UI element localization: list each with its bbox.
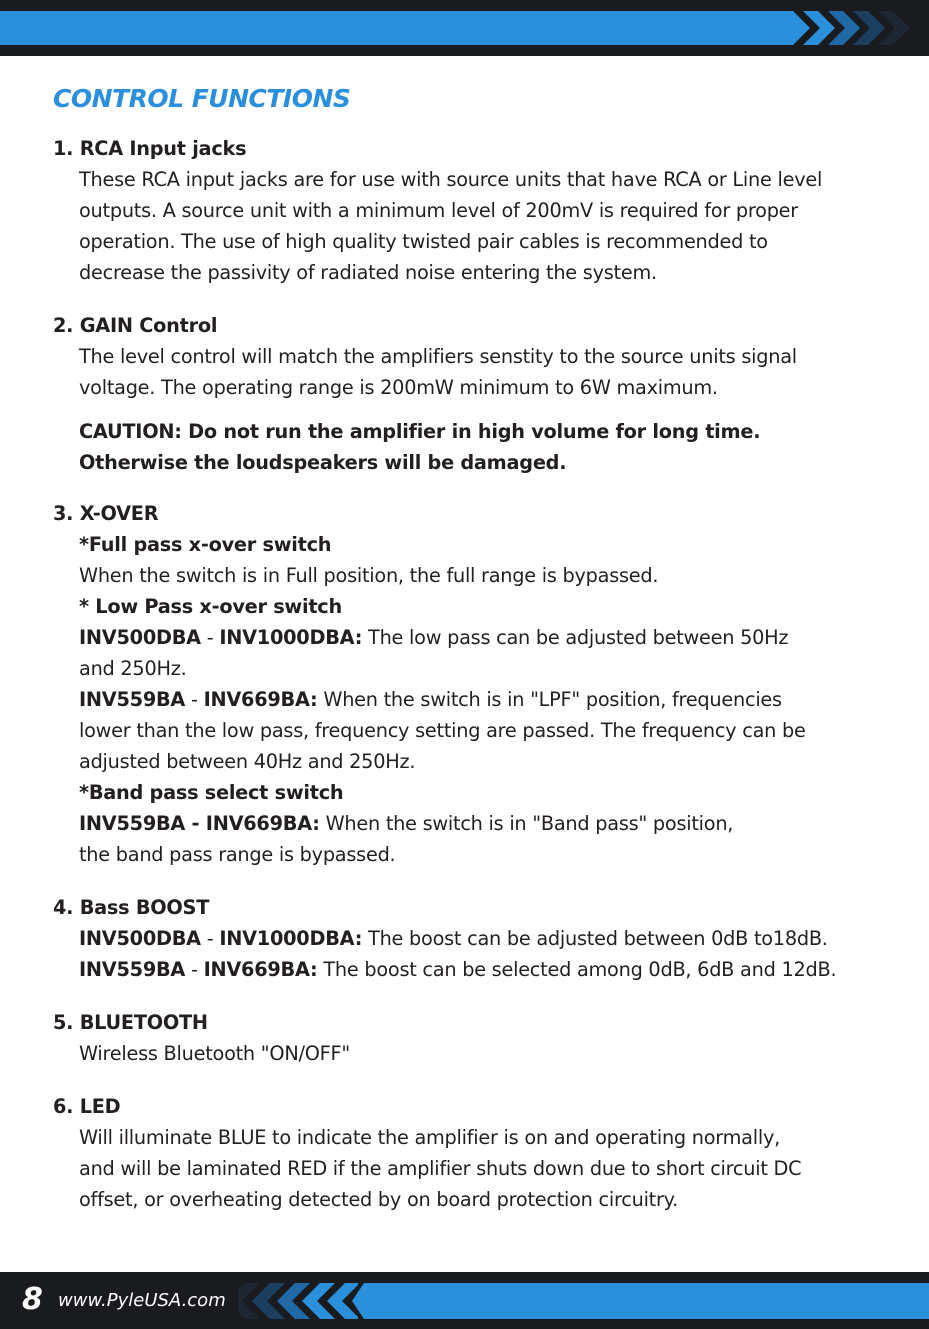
caution-line: CAUTION: Do not run the amplifier in high volume for long time. [79, 420, 761, 443]
content [53, 133, 883, 1237]
section-bass-boost [53, 892, 883, 985]
model-label: INV669BA: [203, 688, 318, 711]
section-heading: 5. BLUETOOTH [53, 1011, 208, 1034]
chevron-right-icons [0, 11, 929, 45]
section-body [53, 341, 883, 403]
subheading-full-pass: *Full pass x-over switch [79, 533, 332, 556]
section-bluetooth [53, 1007, 883, 1069]
dash: - [200, 626, 220, 649]
footer-banner [0, 1272, 929, 1329]
model-label: INV500DBA [79, 927, 201, 950]
subheading-band-pass: *Band pass select switch [79, 781, 344, 804]
section-rca-input [53, 133, 883, 288]
caution-note [53, 416, 883, 478]
chevron-left-icons [238, 1283, 358, 1319]
text-line [79, 954, 883, 985]
text-line: outputs. A source unit with a minimum level of 200mV is required for proper [79, 199, 798, 222]
model-label: INV559BA [79, 958, 186, 981]
model-label: INV500DBA [79, 626, 201, 649]
caution-line: Otherwise the loudspeakers will be damaged. [79, 451, 567, 474]
text-line: When the switch is in Full position, the full range is bypassed. [79, 564, 659, 587]
text-fragment: The low pass can be adjusted between 50Hz [362, 626, 789, 649]
section-body [53, 923, 883, 985]
dash: - [185, 688, 204, 711]
model-label: INV1000DBA: [219, 927, 363, 950]
text-line [79, 808, 883, 839]
section-led [53, 1091, 883, 1215]
dash: - [185, 958, 204, 981]
section-heading: 1. RCA Input jacks [53, 137, 247, 160]
section-heading: 6. LED [53, 1095, 121, 1118]
model-label: INV1000DBA: [219, 626, 363, 649]
section-heading: 2. GAIN Control [53, 314, 218, 337]
text-line: and will be laminated RED if the amplifier shuts down due to short circuit DC [79, 1157, 802, 1180]
section-x-over [53, 498, 883, 870]
section-body [53, 1038, 883, 1069]
text-line: adjusted between 40Hz and 250Hz. [79, 750, 416, 773]
header-banner [0, 0, 929, 56]
model-label: INV669BA: [203, 958, 318, 981]
section-heading: 3. X-OVER [53, 502, 159, 525]
dash: - [200, 927, 220, 950]
text-line: The level control will match the amplifiers senstity to the source units signal [79, 345, 797, 368]
subheading-low-pass: * Low Pass x-over switch [79, 595, 342, 618]
website-link[interactable]: www.PyleUSA.com [58, 1290, 226, 1311]
text-line: lower than the low pass, frequency setting are passed. The frequency can be [79, 719, 806, 742]
page-number: 8 [22, 1282, 43, 1317]
text-fragment: When the switch is in "Band pass" position, [319, 812, 734, 835]
model-label: INV559BA - INV669BA: [79, 812, 320, 835]
section-heading: 4. Bass BOOST [53, 896, 210, 919]
section-body [53, 164, 883, 288]
text-line: and 250Hz. [79, 657, 187, 680]
section-body [53, 529, 883, 870]
text-line: Will illuminate BLUE to indicate the amplifier is on and operating normally, [79, 1126, 780, 1149]
text-fragment: The boost can be adjusted between 0dB to18dB. [362, 927, 828, 950]
text-fragment: The boost can be selected among 0dB, 6dB and 12dB. [317, 958, 837, 981]
model-label: INV559BA [79, 688, 186, 711]
text-line [79, 923, 883, 954]
text-line: operation. The use of high quality twisted pair cables is recommended to [79, 230, 768, 253]
section-gain-control [53, 310, 883, 478]
page-title: CONTROL FUNCTIONS [53, 84, 351, 113]
text-line: the band pass range is bypassed. [79, 843, 396, 866]
text-line [79, 684, 883, 715]
text-line: These RCA input jacks are for use with source units that have RCA or Line level [79, 168, 823, 191]
text-line: Wireless Bluetooth "ON/OFF" [79, 1042, 350, 1065]
text-line: voltage. The operating range is 200mW minimum to 6W maximum. [79, 376, 718, 399]
text-line: offset, or overheating detected by on board protection circuitry. [79, 1188, 678, 1211]
footer-blue-stripe [352, 1283, 929, 1319]
text-line [79, 622, 883, 653]
text-fragment: When the switch is in "LPF" position, frequencies [317, 688, 782, 711]
text-line: decrease the passivity of radiated noise entering the system. [79, 261, 657, 284]
section-body [53, 1122, 883, 1215]
